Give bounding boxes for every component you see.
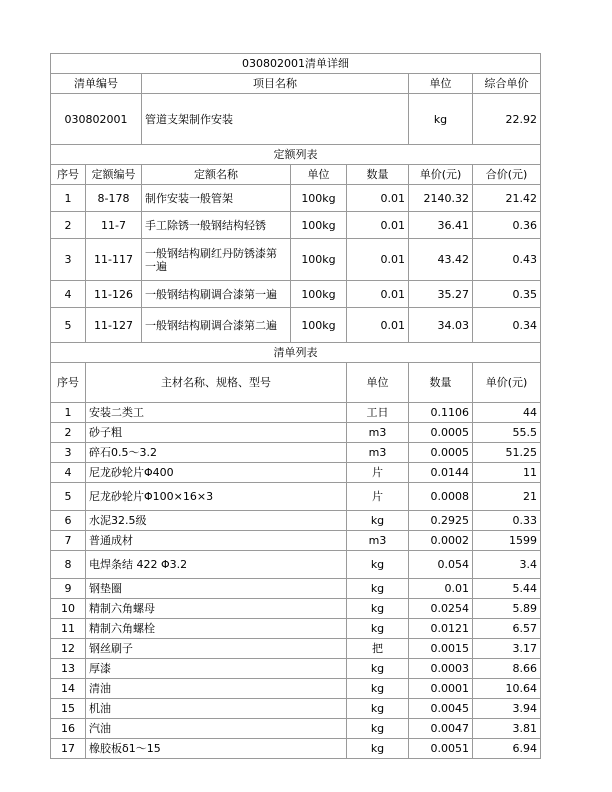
material-row <box>51 531 541 551</box>
material-cell: 7 <box>51 531 86 551</box>
material-row <box>51 719 541 739</box>
material-cell: kg <box>347 511 409 531</box>
quota-cell: 100kg <box>291 308 347 343</box>
material-cell: 14 <box>51 679 86 699</box>
material-cell: 电焊条结 422 Φ3.2 <box>86 551 347 579</box>
item-unit: kg <box>409 94 473 145</box>
header-unit: 单位 <box>409 74 473 94</box>
quota-cell: 一般钢结构刷调合漆第一遍 <box>142 281 291 308</box>
material-cell: 44 <box>473 403 541 423</box>
material-cell: 精制六角螺栓 <box>86 619 347 639</box>
material-cell: 0.0121 <box>409 619 473 639</box>
material-cell: 钢丝刷子 <box>86 639 347 659</box>
material-cell: m3 <box>347 423 409 443</box>
material-row <box>51 423 541 443</box>
bill-detail-table <box>50 53 541 759</box>
material-cell: 0.054 <box>409 551 473 579</box>
material-cell: 0.1106 <box>409 403 473 423</box>
material-cell: 8 <box>51 551 86 579</box>
quota-cell: 0.43 <box>473 239 541 281</box>
material-cell: 21 <box>473 483 541 511</box>
quota-cell: 8-178 <box>86 185 142 212</box>
quota-header-cell: 定额编号 <box>86 165 142 185</box>
materials-header-cell: 单位 <box>347 363 409 403</box>
material-cell: 6.94 <box>473 739 541 759</box>
material-cell: 砂子粗 <box>86 423 347 443</box>
quota-cell: 0.01 <box>347 308 409 343</box>
quota-cell: 一般钢结构刷红丹防锈漆第一遍 <box>142 239 291 281</box>
material-cell: kg <box>347 719 409 739</box>
header-price: 综合单价 <box>473 74 541 94</box>
material-cell: 12 <box>51 639 86 659</box>
quota-cell: 0.01 <box>347 212 409 239</box>
material-cell: 0.0005 <box>409 423 473 443</box>
material-cell: 11 <box>51 619 86 639</box>
material-cell: 3.94 <box>473 699 541 719</box>
material-cell: 11 <box>473 463 541 483</box>
material-cell: 0.0008 <box>409 483 473 511</box>
material-cell: 6 <box>51 511 86 531</box>
quota-header-row <box>51 165 541 185</box>
material-cell: 清油 <box>86 679 347 699</box>
material-row <box>51 463 541 483</box>
material-cell: 橡胶板δ1～15 <box>86 739 347 759</box>
quota-cell: 100kg <box>291 281 347 308</box>
material-cell: 尼龙砂轮片Φ400 <box>86 463 347 483</box>
header-name: 项目名称 <box>142 74 409 94</box>
material-row <box>51 483 541 511</box>
table-title: 030802001清单详细 <box>51 54 541 74</box>
quota-cell: 制作安装一般管架 <box>142 185 291 212</box>
material-cell: 3.17 <box>473 639 541 659</box>
material-cell: 15 <box>51 699 86 719</box>
quota-cell: 0.36 <box>473 212 541 239</box>
quota-cell: 4 <box>51 281 86 308</box>
material-cell: 8.66 <box>473 659 541 679</box>
quota-cell: 1 <box>51 185 86 212</box>
material-cell: 5.89 <box>473 599 541 619</box>
materials-header-cell: 数量 <box>409 363 473 403</box>
quota-cell: 11-117 <box>86 239 142 281</box>
material-cell: 机油 <box>86 699 347 719</box>
material-cell: 17 <box>51 739 86 759</box>
quota-cell: 35.27 <box>409 281 473 308</box>
material-cell: 片 <box>347 483 409 511</box>
material-row <box>51 511 541 531</box>
material-cell: 5.44 <box>473 579 541 599</box>
material-cell: kg <box>347 739 409 759</box>
materials-header-cell: 单价(元) <box>473 363 541 403</box>
material-cell: 0.0015 <box>409 639 473 659</box>
quota-cell: 0.01 <box>347 239 409 281</box>
material-cell: 1599 <box>473 531 541 551</box>
quota-header-cell: 单价(元) <box>409 165 473 185</box>
material-row <box>51 403 541 423</box>
material-cell: 0.33 <box>473 511 541 531</box>
material-cell: 钢垫圈 <box>86 579 347 599</box>
quota-cell: 0.34 <box>473 308 541 343</box>
material-cell: 5 <box>51 483 86 511</box>
material-cell: kg <box>347 619 409 639</box>
material-cell: kg <box>347 579 409 599</box>
material-cell: 厚漆 <box>86 659 347 679</box>
quota-header-cell: 定额名称 <box>142 165 291 185</box>
material-cell: 0.0003 <box>409 659 473 679</box>
quota-row <box>51 185 541 212</box>
material-cell: 3.81 <box>473 719 541 739</box>
material-cell: 0.0002 <box>409 531 473 551</box>
material-cell: 55.5 <box>473 423 541 443</box>
material-cell: 安装二类工 <box>86 403 347 423</box>
quota-header-cell: 序号 <box>51 165 86 185</box>
quota-cell: 100kg <box>291 185 347 212</box>
quota-cell: 手工除锈一般钢结构轻锈 <box>142 212 291 239</box>
quota-header-cell: 合价(元) <box>473 165 541 185</box>
quota-cell: 5 <box>51 308 86 343</box>
material-cell: kg <box>347 679 409 699</box>
material-cell: 13 <box>51 659 86 679</box>
material-cell: 0.0051 <box>409 739 473 759</box>
materials-caption: 清单列表 <box>51 343 541 363</box>
material-cell: 0.0001 <box>409 679 473 699</box>
material-cell: 0.0254 <box>409 599 473 619</box>
item-price: 22.92 <box>473 94 541 145</box>
quota-cell: 2140.32 <box>409 185 473 212</box>
quota-row <box>51 239 541 281</box>
material-cell: 0.0047 <box>409 719 473 739</box>
material-row <box>51 619 541 639</box>
material-cell: 51.25 <box>473 443 541 463</box>
quota-cell: 11-7 <box>86 212 142 239</box>
material-row <box>51 551 541 579</box>
material-cell: 0.0045 <box>409 699 473 719</box>
quota-cell: 11-126 <box>86 281 142 308</box>
quota-row <box>51 281 541 308</box>
material-cell: 0.01 <box>409 579 473 599</box>
quota-header-cell: 数量 <box>347 165 409 185</box>
material-cell: m3 <box>347 531 409 551</box>
material-cell: 0.0144 <box>409 463 473 483</box>
material-cell: 6.57 <box>473 619 541 639</box>
material-cell: 10.64 <box>473 679 541 699</box>
material-cell: 3 <box>51 443 86 463</box>
material-row <box>51 659 541 679</box>
material-cell: 工日 <box>347 403 409 423</box>
material-row <box>51 679 541 699</box>
quota-row <box>51 308 541 343</box>
material-cell: 4 <box>51 463 86 483</box>
material-cell: 2 <box>51 423 86 443</box>
material-cell: 1 <box>51 403 86 423</box>
material-row <box>51 639 541 659</box>
materials-header-cell: 序号 <box>51 363 86 403</box>
material-cell: kg <box>347 551 409 579</box>
quota-cell: 43.42 <box>409 239 473 281</box>
quota-cell: 一般钢结构刷调合漆第二遍 <box>142 308 291 343</box>
quota-cell: 11-127 <box>86 308 142 343</box>
material-row <box>51 739 541 759</box>
material-cell: 汽油 <box>86 719 347 739</box>
material-cell: kg <box>347 599 409 619</box>
quota-cell: 100kg <box>291 212 347 239</box>
material-cell: kg <box>347 659 409 679</box>
material-cell: 尼龙砂轮片Φ100×16×3 <box>86 483 347 511</box>
quota-cell: 0.01 <box>347 281 409 308</box>
material-cell: 片 <box>347 463 409 483</box>
material-row <box>51 599 541 619</box>
quota-caption: 定额列表 <box>51 145 541 165</box>
material-cell: 3.4 <box>473 551 541 579</box>
material-row <box>51 443 541 463</box>
material-cell: 0.0005 <box>409 443 473 463</box>
quota-cell: 34.03 <box>409 308 473 343</box>
quota-cell: 0.35 <box>473 281 541 308</box>
material-cell: 9 <box>51 579 86 599</box>
item-name: 管道支架制作安装 <box>142 94 409 145</box>
quota-cell: 2 <box>51 212 86 239</box>
materials-header-cell: 主材名称、规格、型号 <box>86 363 347 403</box>
header-code: 清单编号 <box>51 74 142 94</box>
material-cell: 普通成材 <box>86 531 347 551</box>
material-cell: 10 <box>51 599 86 619</box>
materials-header-row <box>51 363 541 403</box>
quota-cell: 3 <box>51 239 86 281</box>
quota-cell: 21.42 <box>473 185 541 212</box>
quota-row <box>51 212 541 239</box>
material-cell: 精制六角螺母 <box>86 599 347 619</box>
material-row <box>51 579 541 599</box>
material-cell: 水泥32.5级 <box>86 511 347 531</box>
quota-header-cell: 单位 <box>291 165 347 185</box>
material-cell: 0.2925 <box>409 511 473 531</box>
item-code: 030802001 <box>51 94 142 145</box>
material-cell: 碎石0.5～3.2 <box>86 443 347 463</box>
material-cell: m3 <box>347 443 409 463</box>
quota-cell: 100kg <box>291 239 347 281</box>
material-cell: kg <box>347 699 409 719</box>
material-cell: 16 <box>51 719 86 739</box>
material-cell: 把 <box>347 639 409 659</box>
material-row <box>51 699 541 719</box>
quota-cell: 0.01 <box>347 185 409 212</box>
quota-cell: 36.41 <box>409 212 473 239</box>
